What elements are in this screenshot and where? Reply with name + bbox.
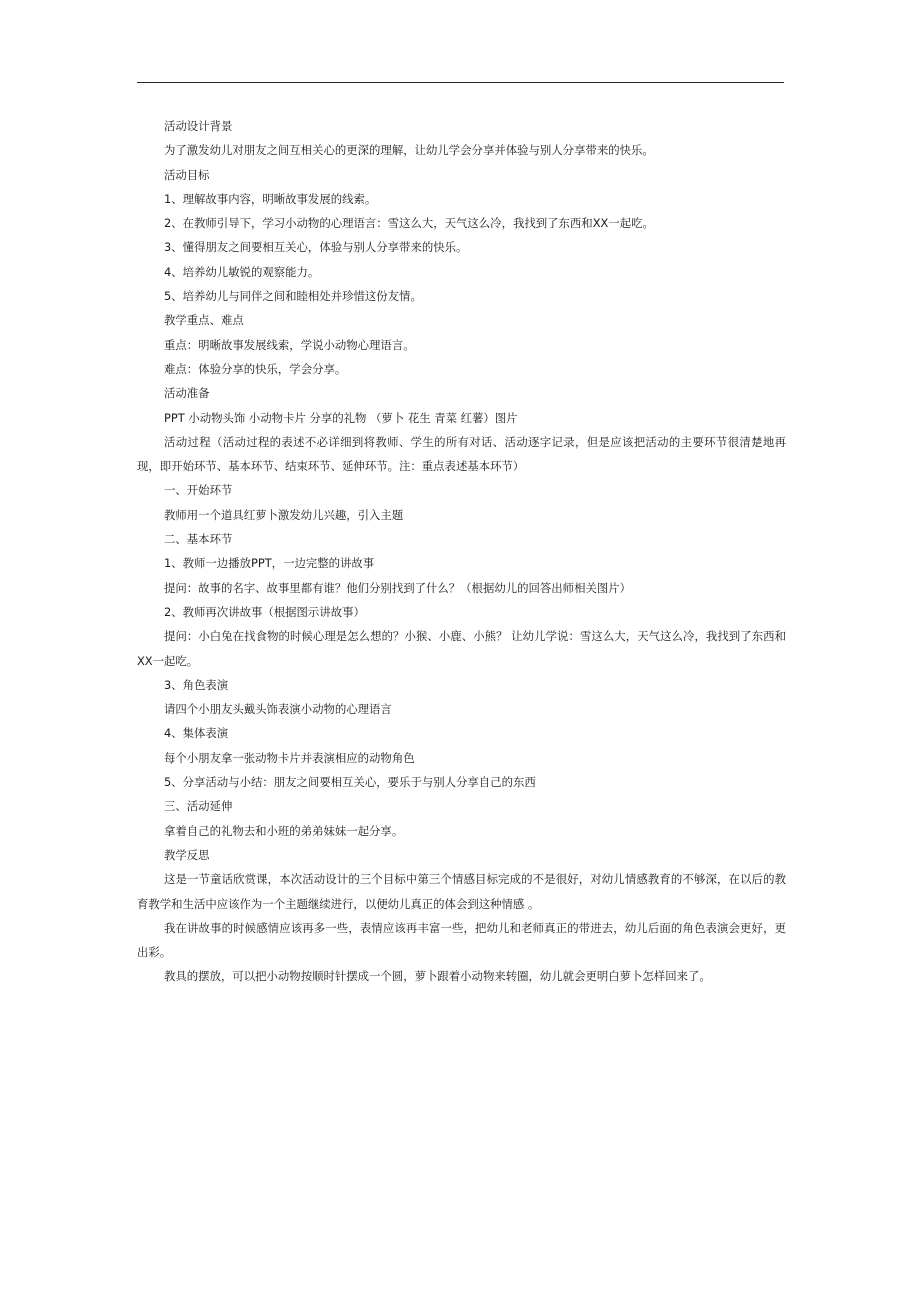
paragraph: 1、理解故事内容，明晰故事发展的线索。 (164, 191, 377, 206)
paragraph: 2、在教师引导下，学习小动物的心理语言：雪这么大，天气这么冷，我找到了东西和XX一起吃。 (164, 216, 654, 231)
paragraph: 活动过程（活动过程的表述不必详细到将教师、学生的所有对话、活动逐字记录，但是应该把活动的主要环节很清楚地再现，即开始环节、基本环节、结束环节、延伸环节。注：重点表述基本环节） (137, 434, 786, 474)
header-rule (137, 82, 784, 83)
paragraph: 1、教师一边播放PPT，一边完整的讲故事 (164, 556, 375, 571)
paragraph: 重点：明晰故事发展线索，学说小动物心理语言。 (164, 337, 415, 352)
paragraph: 难点：体验分享的快乐，学会分享。 (164, 361, 347, 376)
paragraph: 活动目标 (164, 167, 210, 182)
paragraph: 教具的摆放，可以把小动物按顺时针摆成一个圆，萝卜跟着小动物来转圈，幼儿就会更明白萝卜怎样回来了。 (164, 969, 711, 984)
paragraph: 3、懂得朋友之间要相互关心，体验与别人分享带来的快乐。 (164, 240, 468, 255)
paragraph: 教师用一个道具红萝卜激发幼儿兴趣，引入主题 (164, 507, 404, 522)
paragraph: 4、集体表演 (164, 726, 229, 741)
paragraph: 二、基本环节 (164, 532, 233, 547)
paragraph: 请四个小朋友头戴头饰表演小动物的心理语言 (164, 702, 392, 717)
paragraph: 活动准备 (164, 386, 210, 401)
paragraph: 每个小朋友拿一张动物卡片并表演相应的动物角色 (164, 750, 415, 765)
paragraph: 2、教师再次讲故事（根据图示讲故事） (164, 604, 365, 619)
paragraph: 提问：小白兔在找食物的时候心理是怎么想的？小猴、小鹿、小熊？ 让幼儿学说：雪这么大，天气这么冷，我找到了东西和XX一起吃。 (137, 629, 786, 668)
paragraph: 4、培养幼儿敏锐的观察能力。 (164, 264, 320, 279)
paragraph: 我在讲故事的时候感情应该再多一些，表情应该再丰富一些，把幼儿和老师真正的带进去，幼儿后面的角色表演会更好，更出彩。 (137, 920, 786, 960)
paragraph: 提问：故事的名字、故事里都有谁？他们分别找到了什么？（根据幼儿的回答出师相关图片） (164, 580, 632, 595)
paragraph: 5、分享活动与小结：朋友之间要相互关心，要乐于与别人分享自己的东西 (164, 775, 536, 790)
paragraph: 拿着自己的礼物去和小班的弟弟妹妹一起分享。 (164, 823, 404, 838)
paragraph: 三、活动延伸 (164, 799, 233, 814)
paragraph: 一、开始环节 (164, 483, 233, 498)
paragraph: PPT 小动物头饰 小动物卡片 分享的礼物 （萝卜 花生 青菜 红薯）图片 (164, 410, 518, 425)
paragraph: 5、培养幼儿与同伴之间和睦相处并珍惜这份友情。 (164, 289, 422, 304)
paragraph: 3、角色表演 (164, 677, 229, 692)
paragraph: 活动设计背景 (164, 119, 233, 133)
paragraph: 教学反思 (164, 847, 210, 862)
document-body (137, 114, 786, 989)
paragraph: 教学重点、难点 (164, 313, 244, 328)
paragraph: 为了激发幼儿对朋友之间互相关心的更深的理解，让幼儿学会分享并体验与别人分享带来的快乐。 (164, 143, 654, 158)
paragraph: 这是一节童话欣赏课，本次活动设计的三个目标中第三个情感目标完成的不是很好，对幼儿情感教育的不够深，在以后的教育教学和生活中应该作为一个主题继续进行，以便幼儿真正的体会到这种情感 。 (137, 872, 786, 911)
